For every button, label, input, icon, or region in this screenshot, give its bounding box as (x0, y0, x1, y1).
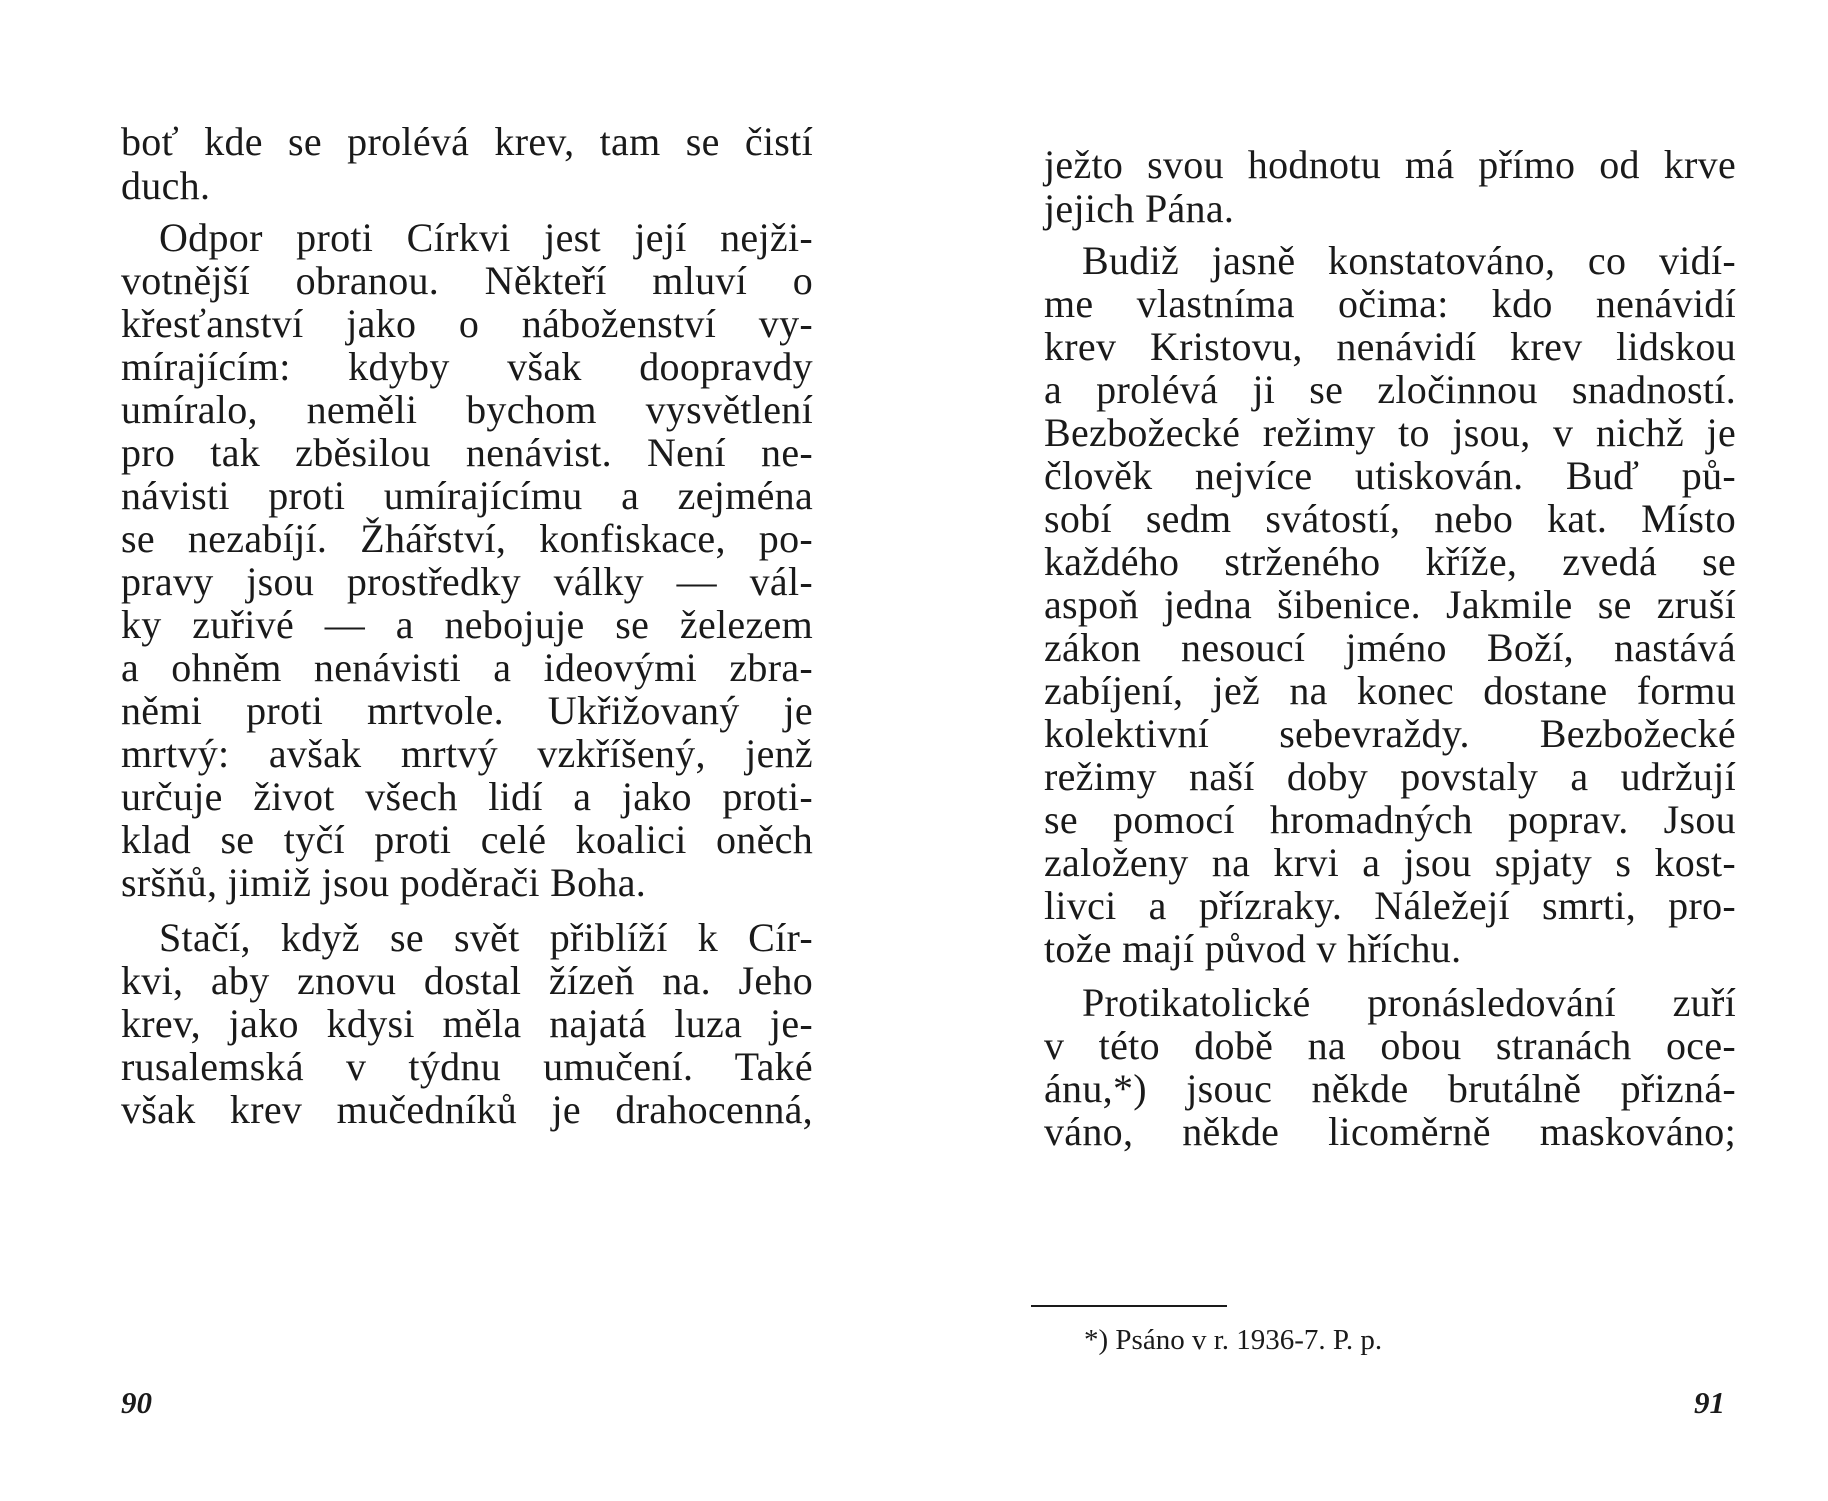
text-line: me vlastníma očima: kdo nenávidí (1044, 281, 1736, 326)
text-line: Budiž jasně konstatováno, co vidí- (1082, 238, 1736, 283)
text-line: boť kde se prolévá krev, tam se čistí (121, 119, 813, 164)
text-line: umíralo, neměli bychom vysvětlení (121, 387, 813, 432)
text-line: a prolévá ji se zločinnou snadností. (1044, 367, 1736, 412)
text-line: určuje život všech lidí a jako proti- (121, 774, 813, 819)
text-line: klad se tyčí proti celé koalici oněch (121, 817, 813, 862)
text-line: zákon nesoucí jméno Boží, nastává (1044, 625, 1736, 670)
footnote-divider (1031, 1305, 1227, 1307)
text-line: Odpor proti Církvi jest její nejži- (159, 215, 813, 260)
text-line: ježto svou hodnotu má přímo od krve (1044, 142, 1736, 187)
text-line: sobí sedm svátostí, nebo kat. Místo (1044, 496, 1736, 541)
text-line: sršňů, jimiž jsou poděrači Boha. (121, 860, 647, 905)
text-line: němi proti mrtvole. Ukřižovaný je (121, 688, 813, 733)
footnote: *) Psáno v r. 1936-7. P. p. (1084, 1324, 1383, 1356)
text-line: mrtvý: avšak mrtvý vzkříšený, jenž (121, 731, 813, 776)
text-line: livci a přízraky. Náležejí smrti, pro- (1044, 883, 1736, 928)
text-line: váno, někde licoměrně maskováno; (1044, 1109, 1736, 1154)
right-page (914, 0, 1828, 1501)
text-line: Protikatolické pronásledování zuří (1082, 980, 1736, 1025)
text-line: návisti proti umírajícímu a zejména (121, 473, 813, 518)
text-line: kvi, aby znovu dostal žízeň na. Jeho (121, 958, 813, 1003)
text-line: duch. (121, 163, 211, 208)
text-line: ánu,*) jsouc někde brutálně přizná- (1044, 1066, 1736, 1111)
text-line: režimy naší doby povstaly a udržují (1044, 754, 1736, 799)
text-line: zabíjení, jež na konec dostane formu (1044, 668, 1736, 713)
text-line: aspoň jedna šibenice. Jakmile se zruší (1044, 582, 1736, 627)
text-line: a ohněm nenávisti a ideovými zbra- (121, 645, 813, 690)
text-line: člověk nejvíce utiskován. Buď pů- (1044, 453, 1736, 498)
text-line: pravy jsou prostředky války — vál- (121, 559, 813, 604)
text-line: ky zuřivé — a nebojuje se železem (121, 602, 813, 647)
text-line: křesťanství jako o náboženství vy- (121, 301, 813, 346)
text-line: krev, jako kdysi měla najatá luza je- (121, 1001, 813, 1046)
text-line: mírajícím: kdyby však doopravdy (121, 344, 813, 389)
text-line: votnější obranou. Někteří mluví o (121, 258, 813, 303)
text-line: pro tak zběsilou nenávist. Není ne- (121, 430, 813, 475)
page-number: 91 (1694, 1385, 1725, 1420)
text-line: založeny na krvi a jsou spjaty s kost- (1044, 840, 1736, 885)
text-line: se pomocí hromadných poprav. Jsou (1044, 797, 1736, 842)
text-line: kolektivní sebevraždy. Bezbožecké (1044, 711, 1736, 756)
text-line: však krev mučedníků je drahocenná, (121, 1087, 813, 1132)
text-line: se nezabíjí. Žhářství, konfiskace, po- (121, 516, 813, 561)
text-line: krev Kristovu, nenávidí krev lidskou (1044, 324, 1736, 369)
page-number: 90 (121, 1385, 152, 1420)
text-line: rusalemská v týdnu umučení. Také (121, 1044, 813, 1089)
text-line: jejich Pána. (1044, 186, 1235, 231)
text-line: Bezbožecké režimy to jsou, v nichž je (1044, 410, 1736, 455)
text-line: každého strženého kříže, zvedá se (1044, 539, 1736, 584)
text-line: Stačí, když se svět přiblíží k Cír- (159, 915, 813, 960)
text-line: tože mají původ v hříchu. (1044, 926, 1462, 971)
text-line: v této době na obou stranách oce- (1044, 1023, 1736, 1068)
